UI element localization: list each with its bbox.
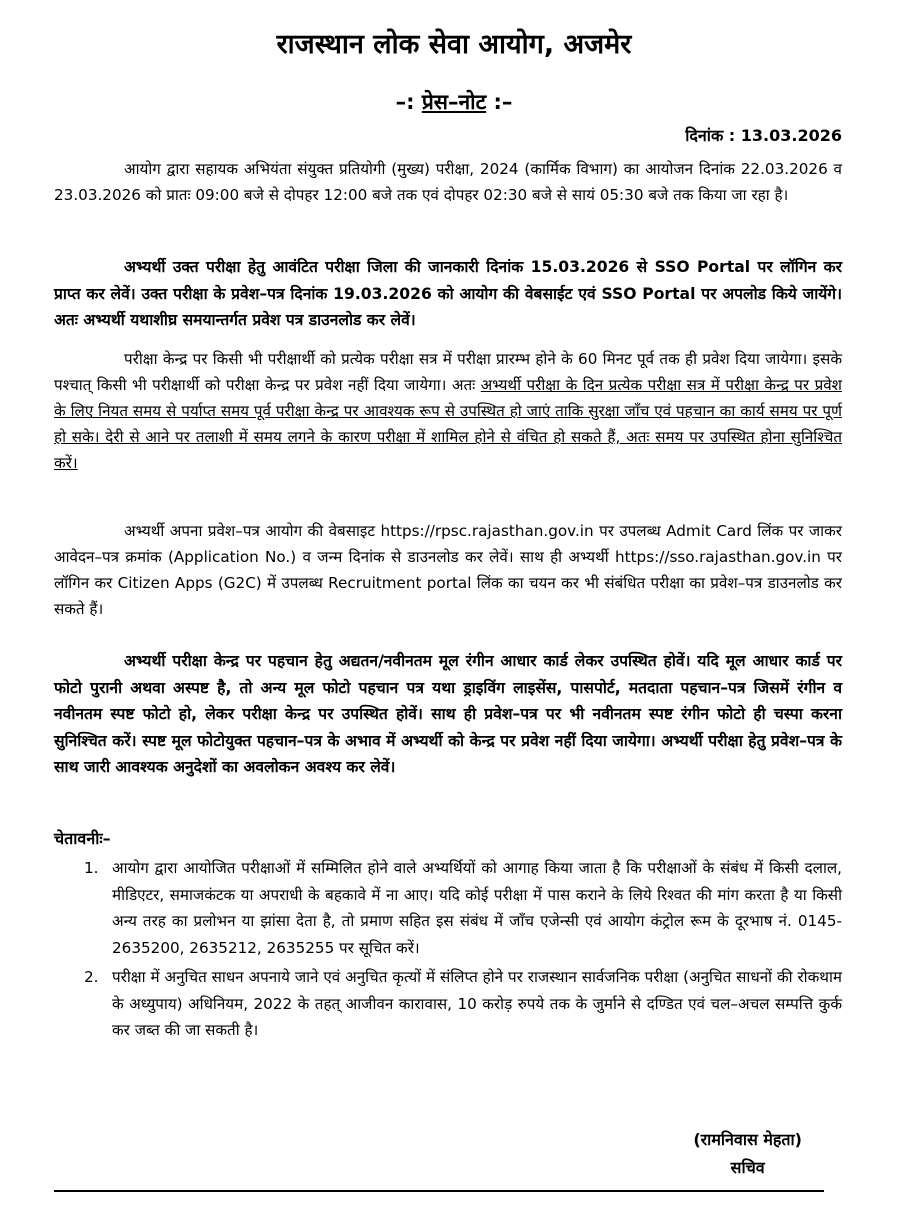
signatory-name: (रामनिवास मेहता): [693, 1130, 802, 1149]
paragraph-entry-timing: [54, 346, 842, 476]
warning-item-text: आयोग द्वारा आयोजित परीक्षाओं में सम्मिलित होने वाले अभ्यर्थियों को आगाह किया जाता है कि परीक्षाओं के संबंध में किसी दलाल, मीडिएटर, समाजकंटक या अपराधी के बहकावे में ना आए। यदि कोई परीक्षा में पास कराने के लिये रिश्वत की मांग करता है या किसी अन्य तरह का प्रलोभन या झांसा देता है, तो प्रमाण सहित इस संबंध में जाँच एजेन्सी एवं आयोग कंट्रोल रूम के दूरभाष नं. 0145-2635200, 2635212, 2635255 पर सूचित करें।: [112, 859, 842, 957]
paragraph-exam-schedule: आयोग द्वारा सहायक अभियंता संयुक्त प्रतियोगी (मुख्य) परीक्षा, 2024 (कार्मिक विभाग) का आयोजन दिनांक 22.03.2026 व 23.03.2026 को प्रातः 09:00 बजे से दोपहर 12:00 बजे तक एवं दोपहर 02:30 बजे से सायं 05:30 बजे तक किया जा रहा है।: [54, 160, 842, 204]
paragraph-identity-proof: अभ्यर्थी परीक्षा केन्द्र पर पहचान हेतु अद्यतन/नवीनतम मूल रंगीन आधार कार्ड लेकर उपस्थित होवें। यदि मूल आधार कार्ड पर फोटो पुरानी अथवा अस्पष्ट है, तो अन्य मूल फोटो पहचान पत्र यथा ड्राइविंग लाइसेंस, पासपोर्ट, मतदाता पहचान–पत्र जिसमें रंगीन व नवीनतम स्पष्ट फोटो हो, लेकर परीक्षा केन्द्र पर उपस्थित होवें। साथ ही प्रवेश–पत्र पर भी नवीनतम स्पष्ट रंगीन फोटो ही चस्पा करना सुनिश्चित करें। स्पष्ट मूल फोटोयुक्त पहचान–पत्र के अभाव में अभ्यर्थी को केन्द्र पर प्रवेश नहीं दिया जायेगा। अभ्यर्थी परीक्षा हेतु प्रवेश–पत्र के साथ जारी आवश्यक अनुदेशों का अवलोकन अवश्य कर लेवें।: [54, 652, 842, 776]
press-note-heading: [0, 88, 908, 116]
warning-item: [54, 855, 842, 961]
entry-timing-text: परीक्षा केन्द्र पर किसी भी परीक्षार्थी को प्रत्येक परीक्षा सत्र में परीक्षा प्रारम्भ होने के 60 मिनट पूर्व तक ही प्रवेश दिया जायेगा। इसके पश्चात् किसी भी परीक्षार्थी को परीक्षा केन्द्र पर प्रवेश नहीं दिया जायेगा। अतः: [54, 350, 842, 394]
warning-item-number: 2.: [84, 968, 99, 986]
footer-divider: [54, 1190, 824, 1192]
paragraph-sso-portal-notice: अभ्यर्थी उक्त परीक्षा हेतु आवंटित परीक्षा जिला की जानकारी दिनांक 15.03.2026 से SSO Portal पर लॉगिन कर प्राप्त कर लेवें। उक्त परीक्षा के प्रवेश–पत्र दिनांक 19.03.2026 को आयोग की वेबसाईट एवं SSO Portal पर अपलोड किये जायेंगे। अतः अभ्यर्थी यथाशीघ्र समयान्तर्गत प्रवेश पत्र डाउनलोड कर लेवें।: [54, 258, 842, 329]
warning-item-number: 1.: [84, 859, 99, 877]
document-date: दिनांक : 13.03.2026: [685, 126, 842, 145]
press-note-label: प्रेस–नोट: [421, 90, 487, 114]
signatory-designation: सचिव: [730, 1158, 765, 1177]
entry-timing-underlined-text: अभ्यर्थी परीक्षा के दिन प्रत्येक परीक्षा सत्र में परीक्षा केन्द्र पर प्रवेश के लिए नियत समय से पर्याप्त समय पूर्व परीक्षा केन्द्र पर आवश्यक रूप से उपस्थित हो जाएं ताकि सुरक्षा जाँच एवं पहचान का कार्य समय पर पूर्ण हो सके। देरी से आने पर तलाशी में समय लगने के कारण परीक्षा में शामिल होने से वंचित हो सकते हैं, अतः समय पर उपस्थित होना सुनिश्चित करें।: [54, 376, 842, 472]
warning-item-text: परीक्षा में अनुचित साधन अपनाये जाने एवं अनुचित कृत्यों में संलिप्त होने पर राजस्थान सार्वजनिक परीक्षा (अनुचित साधनों की रोकथाम के अध्युपाय) अधिनियम, 2022 के तहत् आजीवन कारावास, 10 करोड़ रुपये तक के जुर्माने से दण्डित एवं चल–अचल सम्पत्ति कुर्क कर जब्त की जा सकती है।: [112, 968, 842, 1039]
warning-heading: चेतावनीः–: [54, 829, 111, 848]
paragraph-admit-card-download: अभ्यर्थी अपना प्रवेश–पत्र आयोग की वेबसाइट https://rpsc.rajasthan.gov.in पर उपलब्ध Admit Card लिंक पर जाकर आवेदन–पत्र क्रमांक (Application No.) व जन्म दिनांक से डाउनलोड कर लेवें। साथ ही अभ्यर्थी https://sso.rajasthan.gov.in पर लॉगिन कर Citizen Apps (G2C) में उपलब्ध Recruitment portal लिंक का चयन कर भी संबंधित परीक्षा का प्रवेश–पत्र डाउनलोड कर सकते हैं।: [54, 522, 842, 618]
signature-block: [693, 1126, 802, 1182]
warning-list: [54, 855, 842, 1044]
press-prefix: –:: [395, 90, 422, 114]
press-suffix: :–: [486, 90, 513, 114]
document-title: राजस्थान लोक सेवा आयोग, अजमेर: [276, 29, 632, 60]
warning-item: [54, 964, 842, 1044]
